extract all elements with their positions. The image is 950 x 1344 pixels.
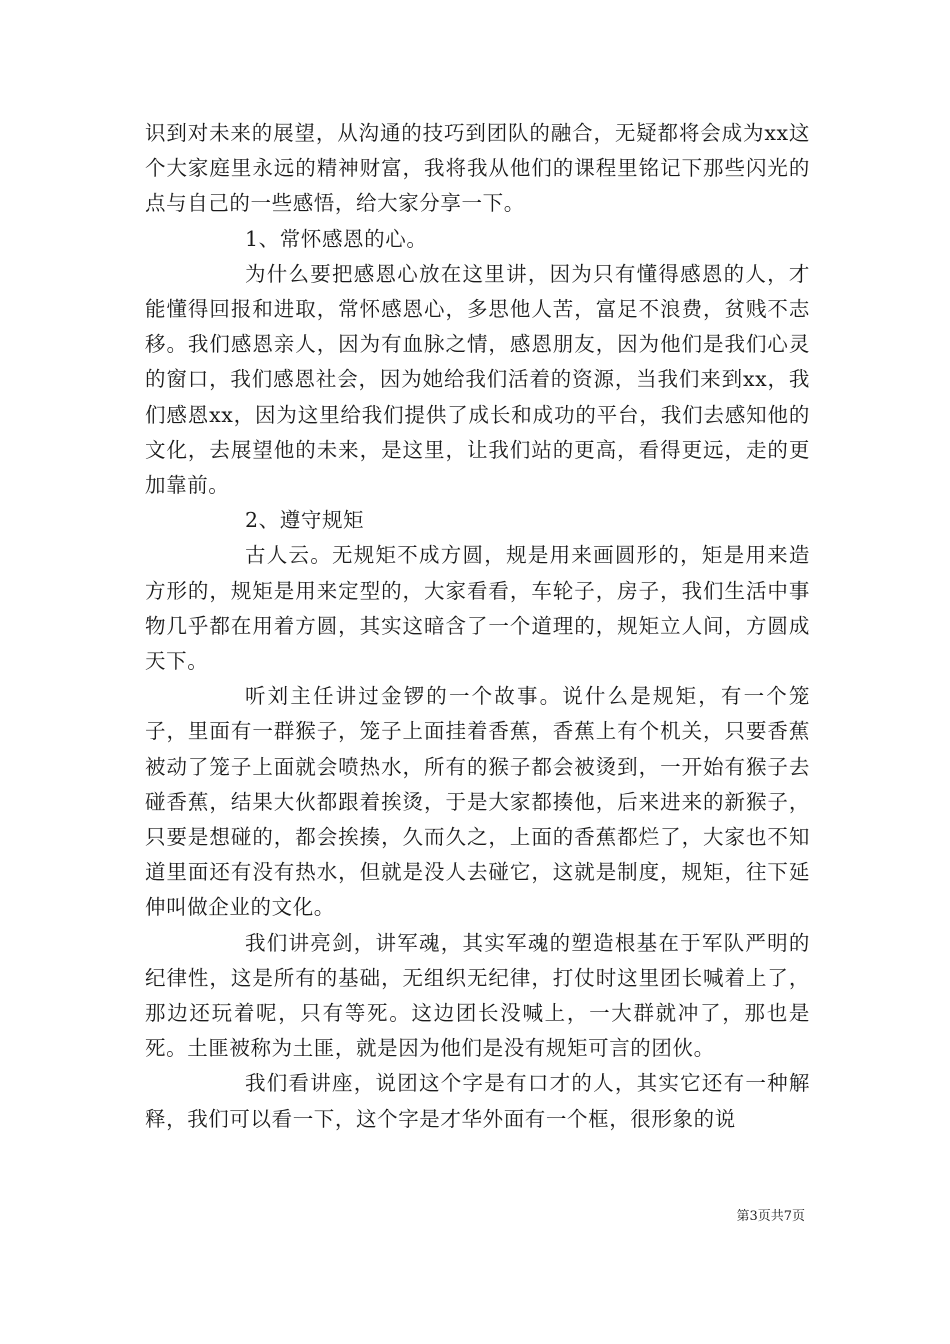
paragraph-gratitude: 为什么要把感恩心放在这里讲，因为只有懂得感恩的人，才能懂得回报和进取，常怀感恩心，多思他人苦，富足不浪费，贫贱不志移。我们感恩亲人，因为有血脉之情，感恩朋友，因为他们是我们心灵的窗口，我们感恩社会，因为她给我们活着的资源，当我们来到xx，我们感恩xx，因为这里给我们提供了成长和成功的平台，我们去感知他的文化，去展望他的未来，是这里，让我们站的更高，看得更远，走的更加靠前。 [145, 261, 810, 498]
page-number-footer: 第3页共7页 [736, 1209, 805, 1224]
paragraph-military-discipline: 我们讲亮剑，讲军魂，其实军魂的塑造根基在于军队严明的纪律性，这是所有的基础，无组织无纪律，打仗时这里团长喊着上了，那边还玩着呢，只有等死。这边团长没喊上，一大群就冲了，那也是死。土匪被称为土匪，就是因为他们是没有规矩可言的团伙。 [145, 930, 810, 1061]
paragraph-monkey-story: 听刘主任讲过金锣的一个故事。说什么是规矩，有一个笼子，里面有一群猴子，笼子上面挂着香蕉，香蕉上有个机关，只要香蕉被动了笼子上面就会喷热水，所有的猴子都会被烫到，一开始有猴子去碰香蕉，结果大伙都跟着挨烫，于是大家都揍他，后来进来的新猴子，只要是想碰的，都会挨揍，久而久之，上面的香蕉都烂了，大家也不知道里面还有没有热水，但就是没人去碰它，这就是制度，规矩，往下延伸叫做企业的文化。 [145, 684, 810, 920]
paragraph-team-character: 我们看讲座，说团这个字是有口才的人，其实它还有一种解释，我们可以看一下，这个字是才华外面有一个框，很形象的说 [145, 1071, 810, 1131]
document-body [145, 116, 810, 1137]
paragraph-rules-intro: 古人云。无规矩不成方圆，规是用来画圆形的，矩是用来造方形的，规矩是用来定型的，大家看看，车轮子，房子，我们生活中事物几乎都在用着方圆，其实这暗含了一个道理的，规矩立人间，方圆成天下。 [145, 543, 810, 674]
section-heading-gratitude: 1、常怀感恩的心。 [245, 226, 428, 251]
paragraph-continuation: 识到对未来的展望，从沟通的技巧到团队的融合，无疑都将会成为xx这个大家庭里永远的精神财富，我将我从他们的课程里铭记下那些闪光的点与自己的一些感悟，给大家分享一下。 [145, 121, 810, 216]
section-heading-rules: 2、遵守规矩 [245, 508, 365, 533]
